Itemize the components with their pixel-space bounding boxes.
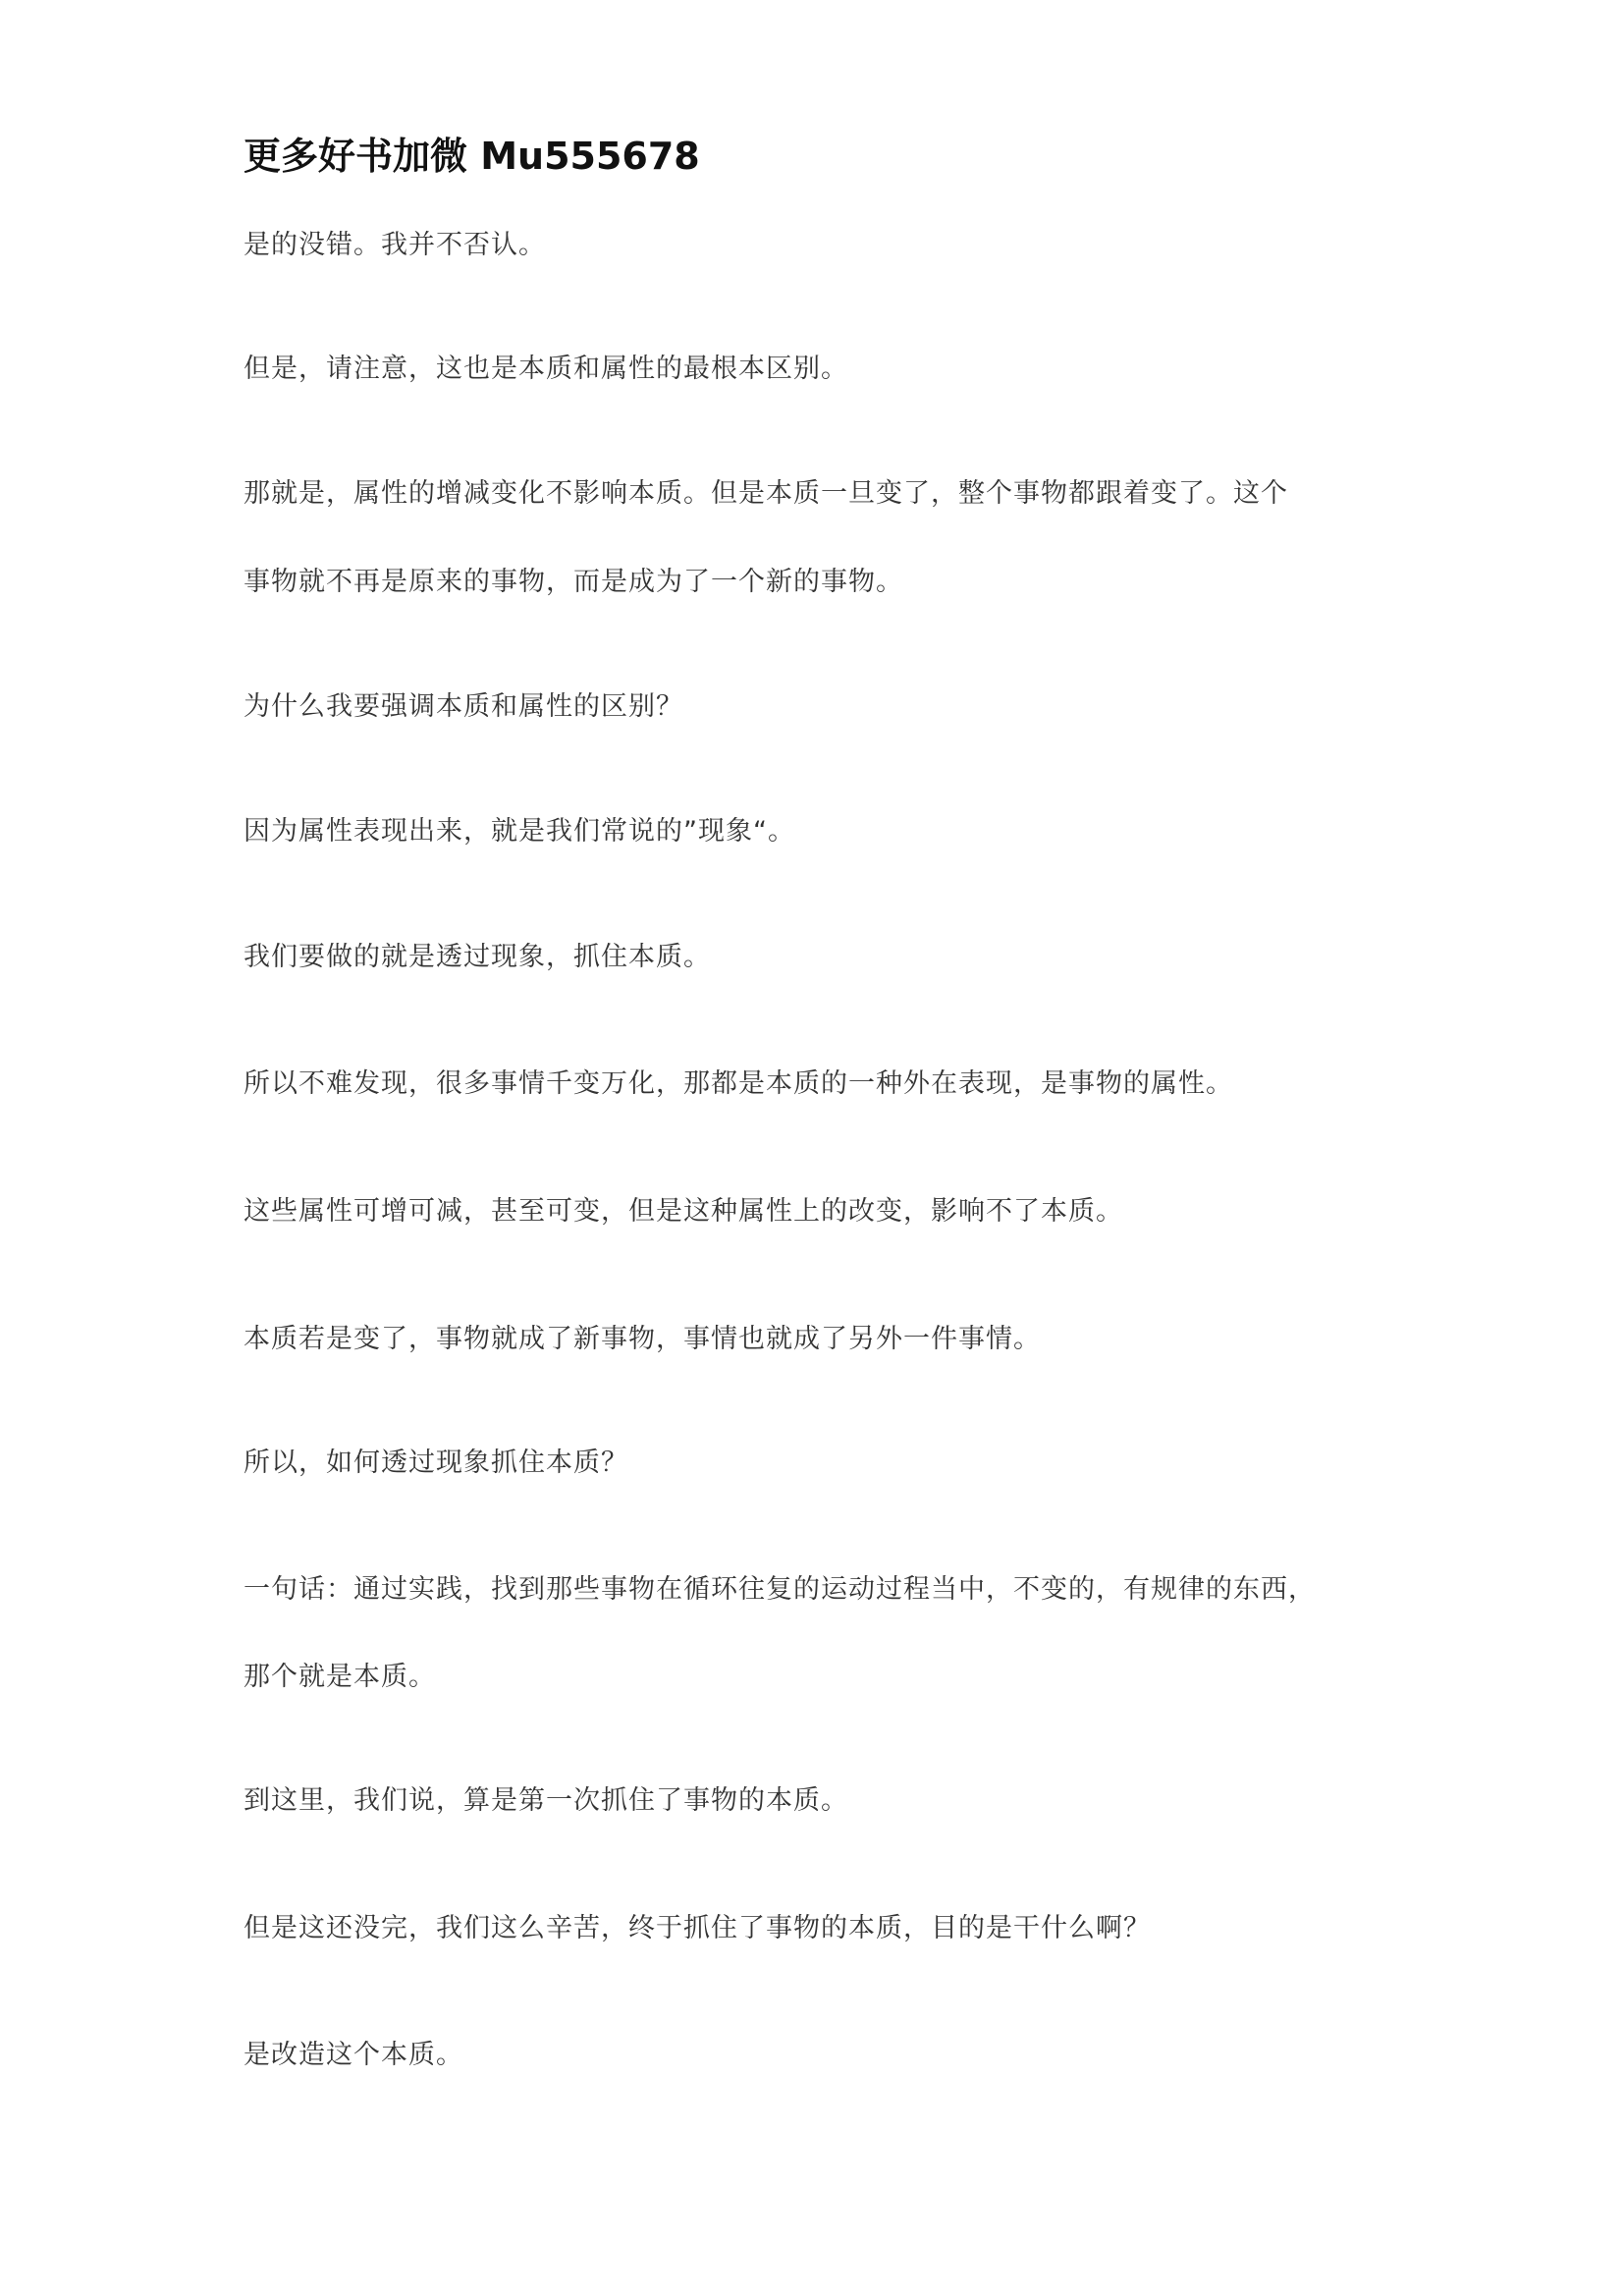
text-line: 所以，如何透过现象抓住本质？ [243, 1448, 628, 1478]
text-line: 本质若是变了，事物就成了新事物，事情也就成了另外一件事情。 [243, 1324, 1041, 1354]
text-line: 那就是，属性的增减变化不影响本质。但是本质一旦变了，整个事物都跟着变了。这个 [243, 478, 1288, 509]
text-line: 我们要做的就是透过现象，抓住本质。 [243, 942, 711, 972]
text-line: 到这里，我们说，算是第一次抓住了事物的本质。 [243, 1785, 848, 1816]
text-line: 但是，请注意，这也是本质和属性的最根本区别。 [243, 354, 848, 384]
text-line: 这些属性可增可减，甚至可变，但是这种属性上的改变，影响不了本质。 [243, 1196, 1123, 1227]
text-line: 是的没错。我并不否认。 [243, 230, 546, 260]
text-line: 为什么我要强调本质和属性的区别？ [243, 691, 683, 722]
text-line: 是改造这个本质。 [243, 2040, 463, 2070]
text-line: 一句话：通过实践，找到那些事物在循环往复的运动过程当中，不变的，有规律的东西， [243, 1574, 1316, 1605]
text-line: 事物就不再是原来的事物，而是成为了一个新的事物。 [243, 567, 903, 597]
text-line: 但是这还没完，我们这么辛苦，终于抓住了事物的本质，目的是干什么啊？ [243, 1913, 1151, 1943]
text-line: 因为属性表现出来，就是我们常说的”现象“。 [243, 816, 795, 847]
text-line: 那个就是本质。 [243, 1662, 436, 1692]
page-title: 更多好书加微 Mu555678 [243, 135, 700, 178]
text-line: 所以不难发现，很多事情千变万化，那都是本质的一种外在表现，是事物的属性。 [243, 1068, 1233, 1099]
